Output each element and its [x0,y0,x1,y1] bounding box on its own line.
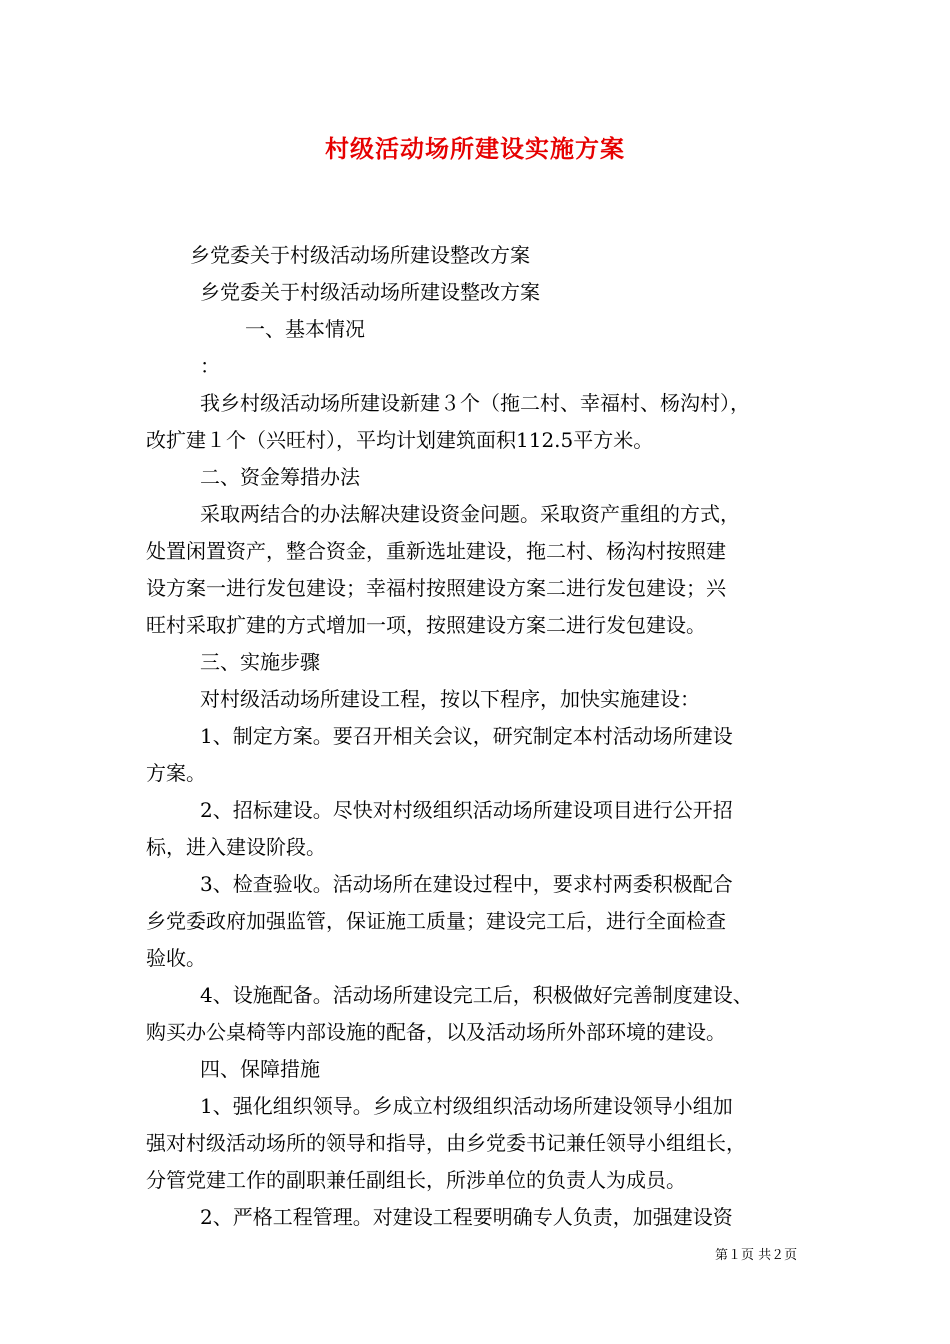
body-line: 2、严格工程管理。对建设工程要明确专人负责，加强建设资 [200,1205,733,1229]
body-line: 采取两结合的办法解决建设资金问题。采取资产重组的方式， [200,502,740,526]
section-heading: 一、基本情况 [245,317,365,341]
body-line: 对村级活动场所建设工程，按以下程序，加快实施建设： [200,687,700,711]
section-heading: 四、保障措施 [200,1057,320,1081]
body-line: 1、强化组织领导。乡成立村级组织活动场所建设领导小组加 [200,1094,733,1118]
body-line: 乡党委政府加强监管，保证施工质量；建设完工后，进行全面检查 [146,909,726,933]
page-number: 第１页 共２页 [715,1248,798,1263]
body-line: 乡党委关于村级活动场所建设整改方案 [200,280,540,304]
body-line: 4、设施配备。活动场所建设完工后，积极做好完善制度建设、 [200,983,753,1007]
body-line: ： [200,354,220,378]
body-line: 乡党委关于村级活动场所建设整改方案 [190,243,530,267]
body-line: 3、检查验收。活动场所在建设过程中，要求村两委积极配合 [200,872,733,896]
document-title: 村级活动场所建设实施方案 [325,134,625,163]
body-line: 1、制定方案。要召开相关会议，研究制定本村活动场所建设 [200,724,733,748]
body-line: 2、招标建设。尽快对村级组织活动场所建设项目进行公开招 [200,798,733,822]
body-line: 我乡村级活动场所建设新建３个（拖二村、幸福村、杨沟村）， [200,391,750,415]
body-line: 分管党建工作的副职兼任副组长，所涉单位的负责人为成员。 [146,1168,686,1192]
body-line: 改扩建１个（兴旺村），平均计划建筑面积112.5平方米。 [146,428,654,452]
section-heading: 三、实施步骤 [200,650,320,674]
body-line: 标，进入建设阶段。 [146,835,326,859]
body-line: 验收。 [146,946,206,970]
body-line: 购买办公桌椅等内部设施的配备，以及活动场所外部环境的建设。 [146,1020,726,1044]
section-heading: 二、资金筹措办法 [200,465,360,489]
body-line: 处置闲置资产，整合资金，重新选址建设，拖二村、杨沟村按照建 [146,539,726,563]
body-line: 设方案一进行发包建设；幸福村按照建设方案二进行发包建设；兴 [146,576,726,600]
body-line: 旺村采取扩建的方式增加一项，按照建设方案二进行发包建设。 [146,613,706,637]
body-line: 方案。 [146,761,206,785]
body-line: 强对村级活动场所的领导和指导，由乡党委书记兼任领导小组组长， [146,1131,746,1155]
